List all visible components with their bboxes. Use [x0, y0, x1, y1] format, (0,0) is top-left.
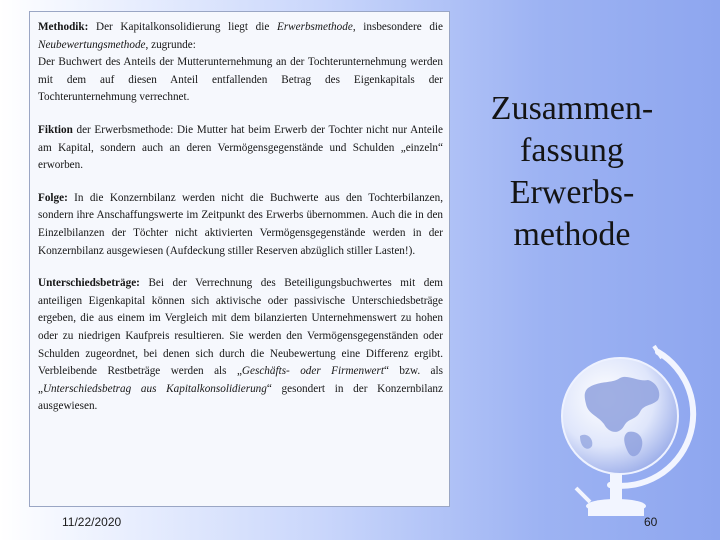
paragraph-methodik	[38, 19, 443, 107]
paragraph-folge	[38, 190, 443, 260]
term-erwerbsmethode: Erwerbsmethode	[276, 21, 353, 33]
text-run: Der Buchwert des Anteils der Mutterunternehmung an der Tochterunternehmung werden mit dem auf diesen Anteil entfallenden Betrag des Eigenkapitals der Tochterunternehmung verrechnet.	[38, 56, 443, 104]
title-line: fassung	[520, 132, 624, 169]
slide-title	[462, 88, 682, 256]
text-run: “ bzw. als „	[38, 365, 443, 395]
title-line: Erwerbs-	[509, 174, 635, 211]
globe-icon	[558, 340, 708, 530]
footer-date: 11/22/2020	[62, 515, 122, 529]
text-run: In die Konzernbilanz werden nicht die Buchwerte aus den Tochterbilanzen, sondern ihre Anschaffungswerte im Zeitpunkt des Erwerbs übernommen. Auch die in den Einzelbilanzen der Töchter nicht aktivierten Vermögensgegenstände werden in der Konzernbilanz ausgewiesen (Aufdeckung stiller Reserven abzüglich stiller Lasten!).	[38, 191, 443, 257]
paragraph-unterschiedsbetraege	[38, 275, 443, 416]
term-unterschiedsbetraege: Unterschiedsbeträge:	[38, 277, 140, 290]
slide-number: 60	[644, 515, 658, 529]
paragraph-fiktion	[38, 122, 443, 175]
title-line: methode	[513, 216, 631, 253]
text-panel	[29, 11, 450, 507]
text-run: , zugrunde:	[145, 38, 196, 51]
term-fiktion: Fiktion	[38, 123, 73, 136]
text-run: “ gesondert in der Konzernbilanz ausgewiesen.	[38, 382, 443, 413]
text-run: der Erwerbsmethode: Die Mutter hat beim Erwerb der Tochter nicht nur Anteile am Kapital, sondern auch an deren Vermögensgegenstände und Schulden „einzeln“ erworben.	[38, 123, 443, 172]
text-run: , insbesondere die	[352, 21, 443, 33]
term-neubewertungsmethode: Neubewertungsmethode	[38, 38, 146, 51]
term-methodik: Methodik:	[38, 21, 89, 33]
term-folge: Folge:	[38, 191, 68, 204]
term-unterschiedsbetrag: Unterschiedsbetrag aus Kapitalkonsolidierung	[42, 382, 267, 395]
text-run: Bei der Verrechnung des Beteiligungsbuchwertes mit dem anteiligen Eigenkapital können sich aktivische oder passivische Unterschiedsbeträge ergeben, die aus einem im Vergleich mit dem bilanzierten Unternehmenswert zu hohen oder zu niedrigen Kaufpreis resultieren. Sie werden den Vermögensgegenständen oder Schulden zugeordnet, bei denen sich durch die Neubewertung eine Differenz ergibt. Verbleibende Restbeträge werden als „	[38, 277, 443, 378]
title-line: Zusammen-	[490, 90, 654, 127]
term-firmenwert: Geschäfts- oder Firmenwert	[241, 365, 384, 378]
text-run: Der Kapitalkonsolidierung liegt die	[88, 21, 277, 33]
